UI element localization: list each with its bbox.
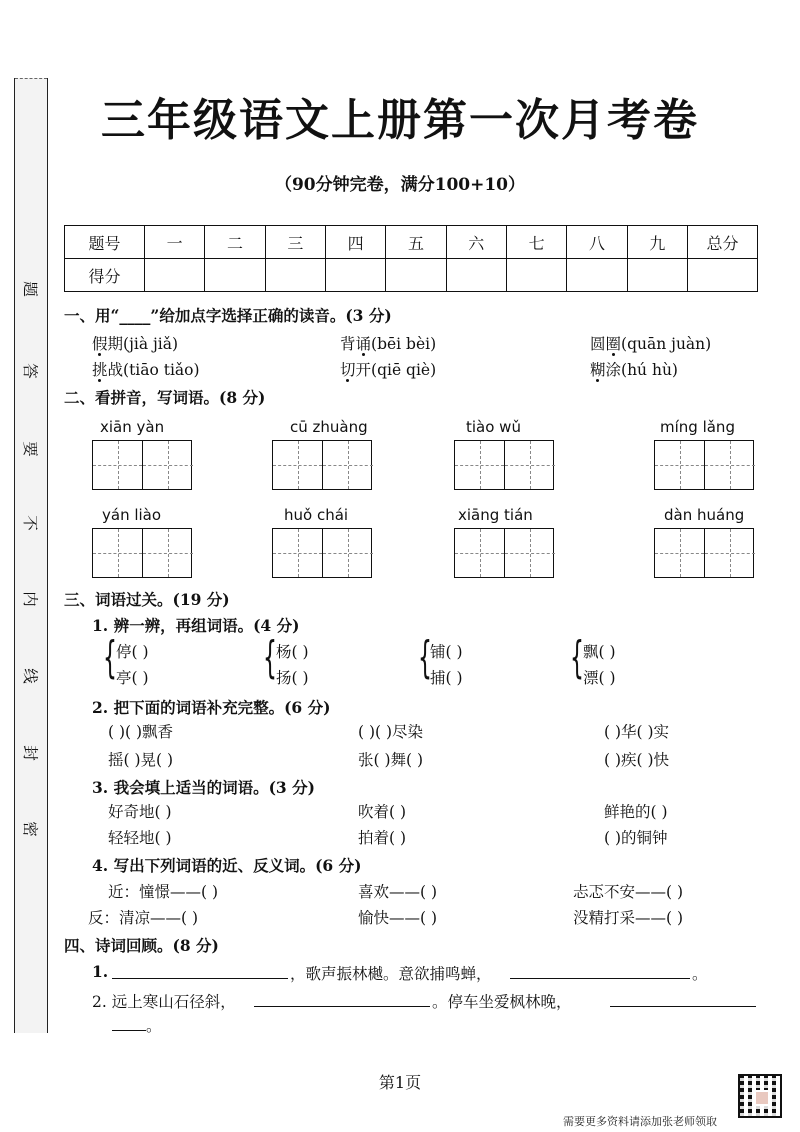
- brace-icon: {: [418, 632, 432, 683]
- question-title: 3. 我会填上适当的词语。(3 分): [92, 778, 315, 797]
- table-cell: 八: [567, 226, 627, 259]
- table-cell: 三: [265, 226, 325, 259]
- pinyin-label: huǒ chái: [284, 506, 349, 524]
- poem-text: ，歌声振林樾。意欲捕鸣蝉，: [290, 965, 492, 983]
- brace-icon: {: [103, 632, 117, 683]
- writing-grid[interactable]: [92, 528, 192, 578]
- score-table: [64, 225, 758, 292]
- fill-blank-item[interactable]: 吹着( ): [358, 803, 407, 821]
- fill-blank-item[interactable]: 鲜艳的( ): [604, 803, 668, 821]
- fill-blank-item[interactable]: ( )( )飘香: [108, 723, 174, 741]
- page-title: 三年级语文上册第一次月考卷: [101, 95, 699, 146]
- question-title: 2. 把下面的词语补充完整。(6 分): [92, 698, 331, 717]
- binding-char: 不: [21, 515, 39, 531]
- question-title: 1. 辨一辨，再组词语。(4 分): [92, 616, 300, 635]
- poem-text: 。: [146, 1017, 162, 1035]
- fill-blank-item[interactable]: 近：憧憬——( ): [108, 883, 219, 901]
- fill-blank-item[interactable]: 忐忑不安——( ): [573, 883, 684, 901]
- answer-blank[interactable]: [610, 1006, 756, 1007]
- word-group-item[interactable]: 漂( ): [583, 669, 616, 687]
- table-row: [65, 259, 758, 292]
- score-cell[interactable]: [506, 259, 566, 292]
- score-cell[interactable]: [688, 259, 758, 292]
- writing-grid[interactable]: [654, 528, 754, 578]
- score-cell[interactable]: [265, 259, 325, 292]
- binding-char: 题: [21, 281, 39, 297]
- poem-text: 2. 远上寒山石径斜，: [92, 993, 236, 1011]
- score-cell[interactable]: [627, 259, 687, 292]
- fill-blank-item[interactable]: 喜欢——( ): [358, 883, 438, 901]
- writing-grid[interactable]: [454, 440, 554, 490]
- pinyin-choice-item[interactable]: 切开(qiē qiè): [340, 361, 437, 379]
- pinyin-label: xiāng tián: [458, 506, 533, 524]
- table-cell: 七: [506, 226, 566, 259]
- pinyin-label: tiào wǔ: [466, 418, 521, 436]
- writing-grid[interactable]: [272, 440, 372, 490]
- brace-icon: {: [570, 632, 584, 683]
- fill-blank-item[interactable]: 摇( )晃( ): [108, 751, 174, 769]
- pinyin-choice-item[interactable]: 圆圈(quān juàn): [590, 335, 712, 353]
- fill-blank-item[interactable]: 愉快——( ): [358, 909, 438, 927]
- answer-blank[interactable]: [112, 978, 288, 979]
- page-subtitle: （90分钟完卷，满分100+10）: [274, 175, 526, 195]
- pinyin-label: yán liào: [102, 506, 162, 524]
- table-cell: 五: [386, 226, 446, 259]
- table-cell: 总分: [688, 226, 758, 259]
- pinyin-choice-item[interactable]: 背诵(bēi bèi): [340, 335, 437, 353]
- table-cell: 题号: [65, 226, 145, 259]
- fill-blank-item[interactable]: ( )华( )实: [604, 723, 670, 741]
- table-cell: 得分: [65, 259, 145, 292]
- fill-blank-item[interactable]: 好奇地( ): [108, 803, 172, 821]
- pinyin-choice-item[interactable]: 挑战(tiāo tiǎo): [92, 361, 200, 379]
- poem-text: 。: [692, 965, 708, 983]
- word-group-item[interactable]: 杨( ): [276, 643, 309, 661]
- word-group-item[interactable]: 亭( ): [116, 669, 149, 687]
- score-cell[interactable]: [567, 259, 627, 292]
- table-cell: 六: [446, 226, 506, 259]
- pinyin-label: xiān yàn: [100, 418, 165, 436]
- word-group-item[interactable]: 飘( ): [583, 643, 616, 661]
- writing-grid[interactable]: [92, 440, 192, 490]
- binding-char: 答: [21, 363, 39, 379]
- pinyin-choice-item[interactable]: 假期(jià jiǎ): [92, 335, 179, 353]
- binding-char: 要: [21, 441, 39, 457]
- table-cell: 一: [145, 226, 205, 259]
- binding-char: 密: [21, 821, 39, 837]
- writing-grid[interactable]: [654, 440, 754, 490]
- word-group-item[interactable]: 铺( ): [430, 643, 463, 661]
- fill-blank-item[interactable]: 轻轻地( ): [108, 829, 172, 847]
- score-cell[interactable]: [145, 259, 205, 292]
- binding-char: 内: [21, 591, 39, 607]
- word-group-item[interactable]: 捕( ): [430, 669, 463, 687]
- score-cell[interactable]: [446, 259, 506, 292]
- section-4-heading: 四、诗词回顾。(8 分): [64, 936, 219, 955]
- table-cell: 九: [627, 226, 687, 259]
- answer-blank[interactable]: [112, 1030, 146, 1031]
- pinyin-label: dàn huáng: [664, 506, 745, 524]
- word-group-item[interactable]: 扬( ): [276, 669, 309, 687]
- qr-code[interactable]: [738, 1074, 782, 1118]
- section-2-heading: 二、看拼音，写词语。(8 分): [64, 388, 266, 407]
- binding-char: 封: [21, 745, 39, 761]
- section-1-heading: 一、用“____”给加点字选择正确的读音。(3 分): [64, 306, 392, 325]
- answer-blank[interactable]: [510, 978, 690, 979]
- pinyin-label: míng lǎng: [660, 418, 735, 436]
- pinyin-label: cū zhuàng: [290, 418, 368, 436]
- section-3-heading: 三、词语过关。(19 分): [64, 590, 230, 609]
- answer-blank[interactable]: [254, 1006, 430, 1007]
- fill-blank-item[interactable]: ( )的铜钟: [604, 829, 668, 847]
- fill-blank-item[interactable]: 没精打采——( ): [573, 909, 684, 927]
- table-cell: 四: [325, 226, 385, 259]
- binding-strip: [14, 78, 48, 1033]
- score-cell[interactable]: [205, 259, 265, 292]
- score-cell[interactable]: [325, 259, 385, 292]
- writing-grid[interactable]: [272, 528, 372, 578]
- table-row: [65, 226, 758, 259]
- question-title: 4. 写出下列词语的近、反义词。(6 分): [92, 856, 362, 875]
- binding-char: 线: [21, 668, 39, 684]
- page-number: 第1页: [378, 1073, 422, 1092]
- brace-icon: {: [263, 632, 277, 683]
- pinyin-choice-item[interactable]: 糊涂(hú hù): [590, 361, 678, 379]
- footer-note: 需要更多资料请添加张老师领取: [563, 1115, 717, 1128]
- fill-blank-item[interactable]: ( )( )尽染: [358, 723, 424, 741]
- fill-blank-item[interactable]: ( )疾( )快: [604, 751, 670, 769]
- table-cell: 二: [205, 226, 265, 259]
- fill-blank-item[interactable]: 张( )舞( ): [358, 751, 424, 769]
- poem-text: 。停车坐爱枫林晚，: [432, 993, 572, 1011]
- fill-blank-item[interactable]: 反：清凉——( ): [88, 909, 199, 927]
- writing-grid[interactable]: [454, 528, 554, 578]
- poem-line-number: 1.: [92, 962, 109, 981]
- fill-blank-item[interactable]: 拍着( ): [358, 829, 407, 847]
- word-group-item[interactable]: 停( ): [116, 643, 149, 661]
- score-cell[interactable]: [386, 259, 446, 292]
